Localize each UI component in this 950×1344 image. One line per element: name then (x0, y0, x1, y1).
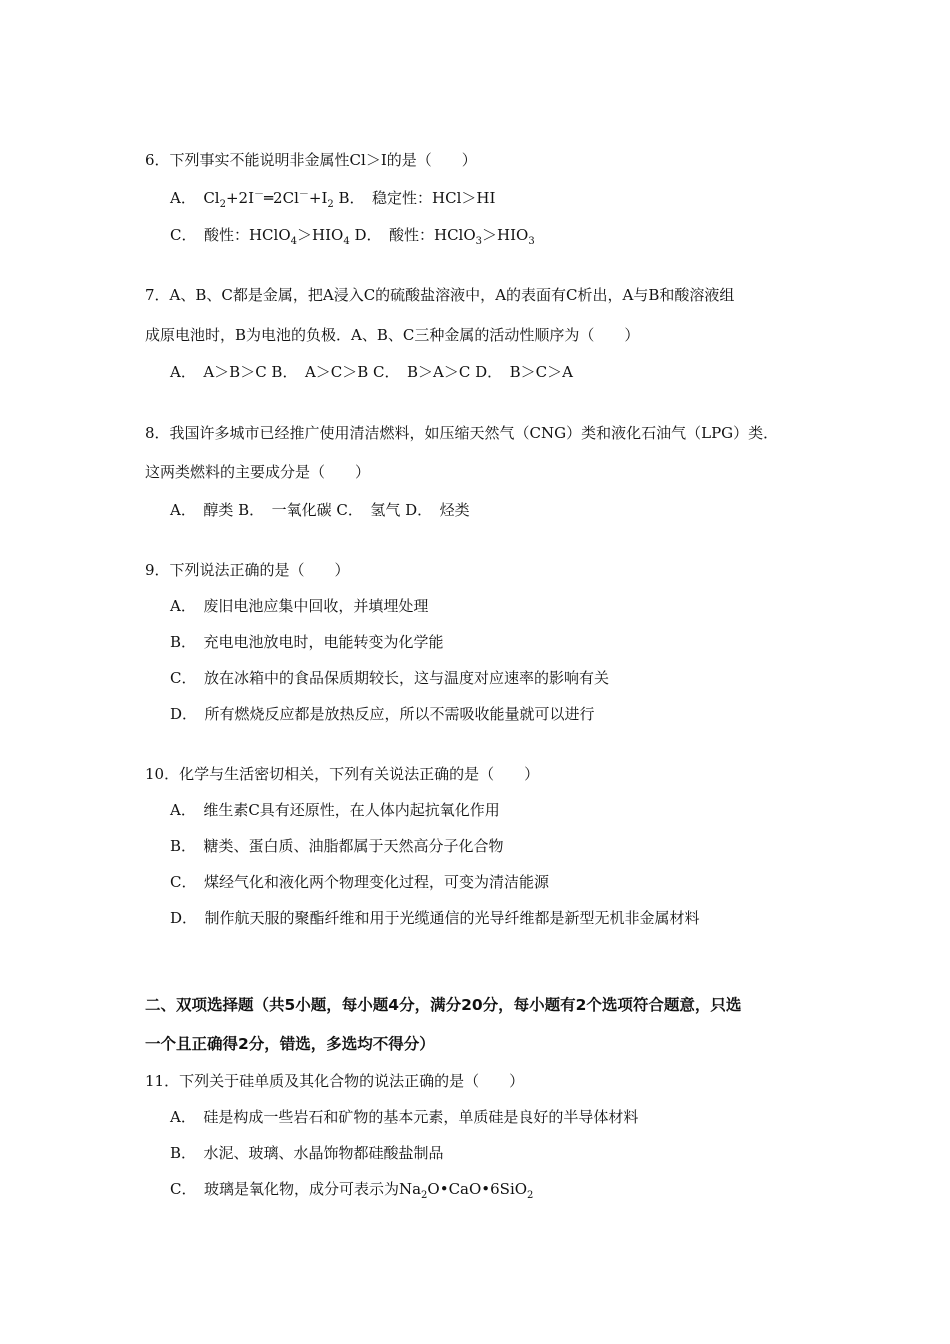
q10-option-c: C． 煤经气化和液化两个物理变化过程，可变为清洁能源 (170, 873, 549, 891)
q6-options-cd: C． 酸性：$HClO_4>HIO_4$ D． 酸性：$HClO_3>HIO_3$ (170, 226, 535, 247)
q9-option-b: B． 充电电池放电时，电能转变为化学能 (170, 633, 444, 651)
q7-options: A． A＞B＞C B． A＞C＞B C． B＞A＞C D． B＞C＞A (170, 363, 573, 381)
q8-options: A． 醇类 B． 一氧化碳 C． 氢气 D． 烃类 (170, 501, 470, 519)
q6-options-ab: A． $Cl_2+2I^-═2Cl^-+I_2$ B． 稳定性：HCl＞HI (170, 189, 496, 210)
q11-option-b: B． 水泥、玻璃、水晶饰物都硅酸盐制品 (170, 1144, 444, 1162)
q9-stem: 9．下列说法正确的是（ ） (145, 561, 350, 579)
q11-stem: 11．下列关于硅单质及其化合物的说法正确的是（ ） (145, 1072, 525, 1090)
q10-stem: 10．化学与生活密切相关，下列有关说法正确的是（ ） (145, 765, 540, 783)
section2-heading-line1: 二、双项选择题（共5小题，每小题4分，满分20分，每小题有2个选项符合题意，只选 (145, 996, 742, 1014)
q8-stem-line1: 8．我国许多城市已经推广使用清洁燃料，如压缩天然气（CNG）类和液化石油气（LPG）类． (145, 424, 779, 442)
q11-option-c: C． 玻璃是氧化物，成分可表示为$Na_2O•CaO•6SiO_2$ (170, 1180, 534, 1201)
q8-stem-line2: 这两类燃料的主要成分是（ ） (145, 463, 371, 481)
q7-stem-line2: 成原电池时，B为电池的负极．A、B、C三种金属的活动性顺序为（ ） (145, 326, 640, 344)
q10-option-a: A． 维生素C具有还原性，在人体内起抗氧化作用 (170, 801, 500, 819)
q9-option-a: A． 废旧电池应集中回收，并填埋处理 (170, 597, 429, 615)
q6-stem: 6．下列事实不能说明非金属性Cl＞I的是（ ） (145, 151, 477, 169)
section2-heading-line2: 一个且正确得2分，错选，多选均不得分） (145, 1035, 435, 1053)
q9-option-d: D． 所有燃烧反应都是放热反应，所以不需吸收能量就可以进行 (170, 705, 595, 723)
q11-option-a: A． 硅是构成一些岩石和矿物的基本元素，单质硅是良好的半导体材料 (170, 1108, 639, 1126)
q10-option-d: D． 制作航天服的聚酯纤维和用于光缆通信的光导纤维都是新型无机非金属材料 (170, 909, 700, 927)
q7-stem-line1: 7．A、B、C都是金属，把A浸入C的硫酸盐溶液中，A的表面有C析出，A与B和酸溶液组 (145, 286, 735, 304)
q10-option-b: B． 糖类、蛋白质、油脂都属于天然高分子化合物 (170, 837, 504, 855)
q9-option-c: C． 放在冰箱中的食品保质期较长，这与温度对应速率的影响有关 (170, 669, 609, 687)
